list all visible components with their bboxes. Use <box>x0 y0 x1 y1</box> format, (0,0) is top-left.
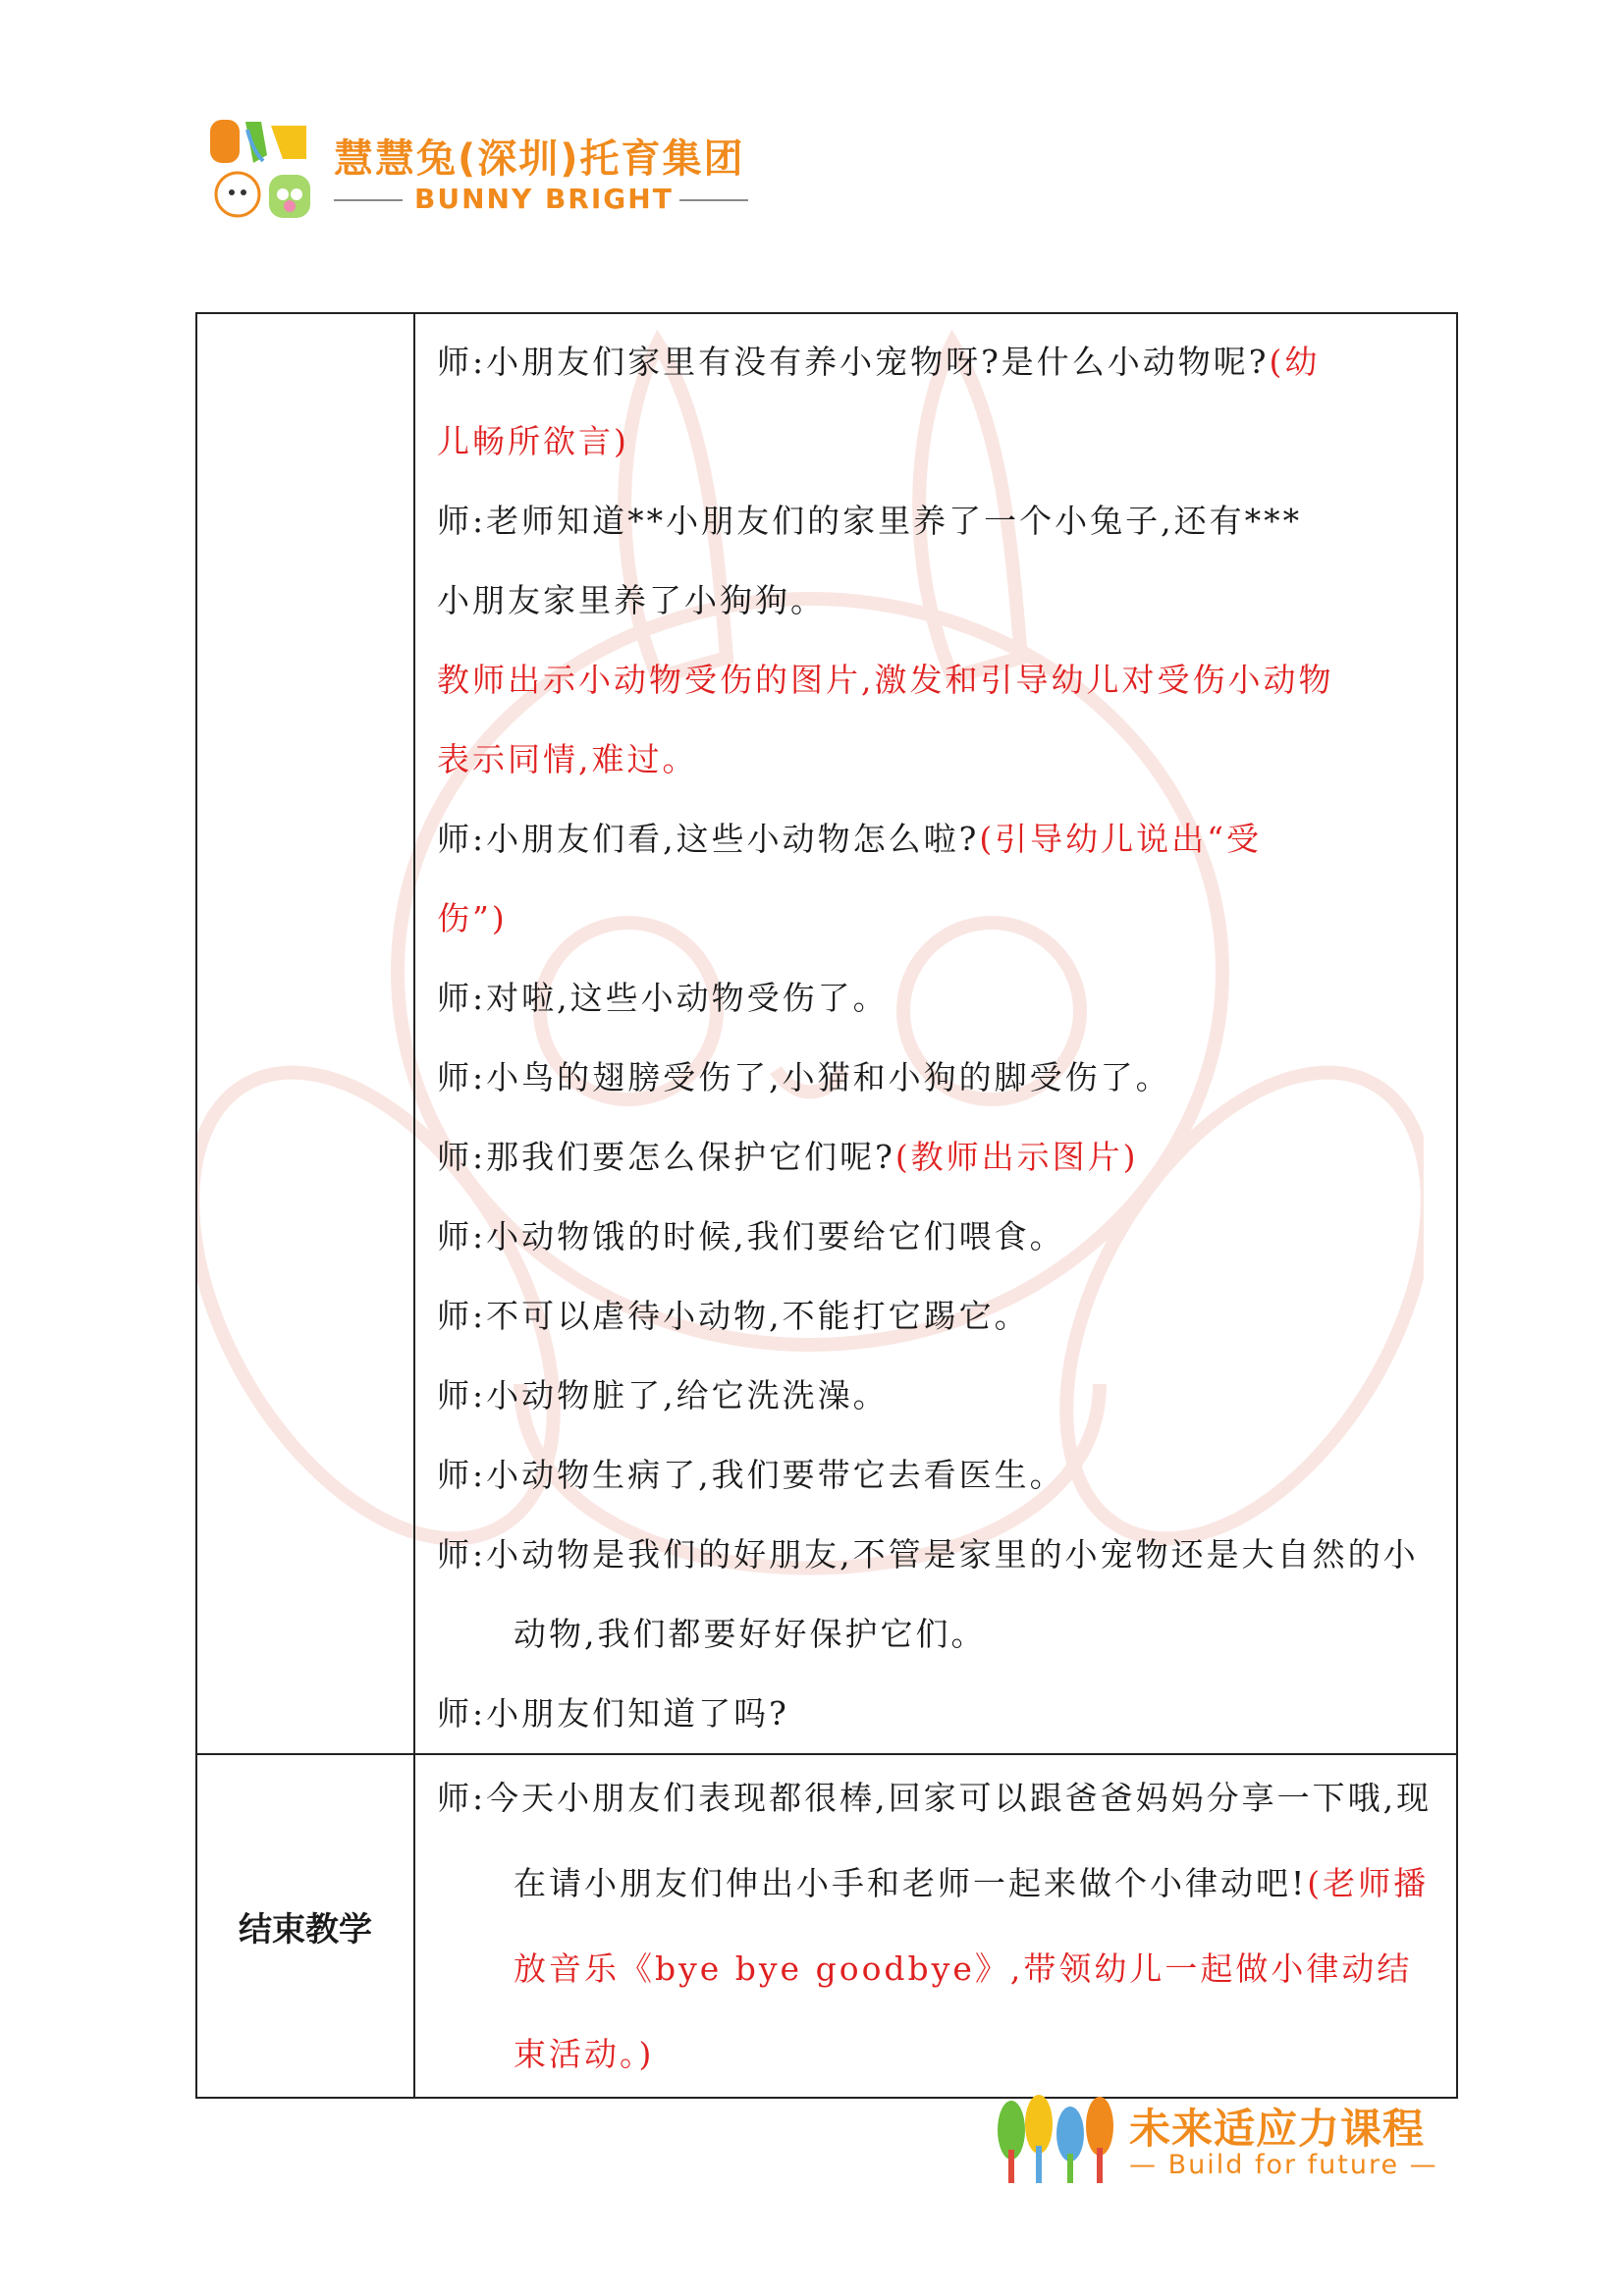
dialogue-text: 师:今天小朋友们表现都很棒,回家可以跟爸爸妈妈分享一下哦,现在请小朋友们伸出小手和老师一起来做个小律动吧! <box>437 1779 1433 1902</box>
text-line <box>437 640 1438 720</box>
brand-name-en-row <box>334 183 746 216</box>
text-line <box>437 481 1438 561</box>
teaching-note: (幼 <box>1269 343 1321 381</box>
text-line <box>437 720 1438 799</box>
text-line <box>437 1755 1438 2097</box>
program-name-cn: 未来适应力课程 <box>1129 2105 1426 2153</box>
table-row <box>196 313 1457 1754</box>
content-cell <box>414 313 1457 1754</box>
teaching-note: 表示同情,难过。 <box>437 740 698 778</box>
stage-label-cell <box>196 313 414 1754</box>
header-logo <box>208 116 758 224</box>
dialogue-text: 师:小动物生病了,我们要带它去看医生。 <box>437 1456 1065 1494</box>
brand-name-en: BUNNY BRIGHT <box>414 183 674 215</box>
text-line <box>437 561 1438 640</box>
dialogue-text: 师:小鸟的翅膀受伤了,小猫和小狗的脚受伤了。 <box>437 1058 1171 1096</box>
text-line <box>437 322 1438 401</box>
text-line <box>437 1515 1438 1674</box>
stage-label-cell: 结束教学 <box>196 1754 414 2098</box>
text-line <box>437 1276 1438 1356</box>
lesson-plan-table <box>195 312 1458 2099</box>
text-line <box>437 401 1438 481</box>
divider <box>679 199 748 201</box>
dialogue-text: 师:对啦,这些小动物受伤了。 <box>437 979 889 1017</box>
dialogue-text: 师:小朋友们知道了吗? <box>437 1694 789 1733</box>
dialogue-text: 师:老师知道**小朋友们的家里养了一个小兔子,还有*** <box>437 502 1303 540</box>
content-lines <box>415 314 1456 1753</box>
teaching-note: 伤”) <box>437 899 508 937</box>
teaching-note: 教师出示小动物受伤的图片,激发和引导幼儿对受伤小动物 <box>437 661 1334 699</box>
text-line <box>437 1038 1438 1117</box>
dialogue-text: 师:小朋友们看,这些小动物怎么啦? <box>437 820 980 858</box>
footer-logo <box>994 2091 1438 2189</box>
dialogue-text: 师:不可以虐待小动物,不能打它踢它。 <box>437 1297 1030 1335</box>
text-line <box>437 1435 1438 1515</box>
text-line <box>437 1674 1438 1753</box>
dialogue-text: 师:小动物饿的时候,我们要给它们喂食。 <box>437 1217 1065 1255</box>
text-line <box>437 879 1438 958</box>
program-slogan-en: — Build for future — <box>1129 2150 1438 2180</box>
text-line <box>437 1356 1438 1435</box>
dialogue-text: 师:小动物是我们的好朋友,不管是家里的小宠物还是大自然的小动物,我们都要好好保护它们。 <box>437 1535 1419 1653</box>
divider <box>334 199 403 201</box>
teaching-note: 儿畅所欲言) <box>437 422 629 460</box>
content-lines <box>415 1755 1456 2097</box>
table-row <box>196 1754 1457 2098</box>
text-line <box>437 1197 1438 1276</box>
dialogue-text: 师:小朋友们家里有没有养小宠物呀?是什么小动物呢? <box>437 343 1270 381</box>
text-line <box>437 1117 1438 1197</box>
bunny-logo-icon <box>208 116 316 224</box>
teaching-note: (教师出示图片) <box>894 1138 1139 1176</box>
trees-logo-icon <box>994 2091 1119 2189</box>
dialogue-text: 师:那我们要怎么保护它们呢? <box>437 1138 895 1176</box>
text-line <box>437 799 1438 879</box>
brand-name-cn: 慧慧兔(深圳)托育集团 <box>334 136 745 182</box>
text-line <box>437 958 1438 1038</box>
teaching-note: (引导幼儿说出“受 <box>979 820 1263 858</box>
teaching-note: (老师播放音乐《bye bye goodbye》,带领幼儿一起做小律动结束活动。) <box>514 1864 1430 2073</box>
dialogue-text: 小朋友家里养了小狗狗。 <box>437 581 826 619</box>
content-cell <box>414 1754 1457 2098</box>
dialogue-text: 师:小动物脏了,给它洗洗澡。 <box>437 1376 889 1415</box>
